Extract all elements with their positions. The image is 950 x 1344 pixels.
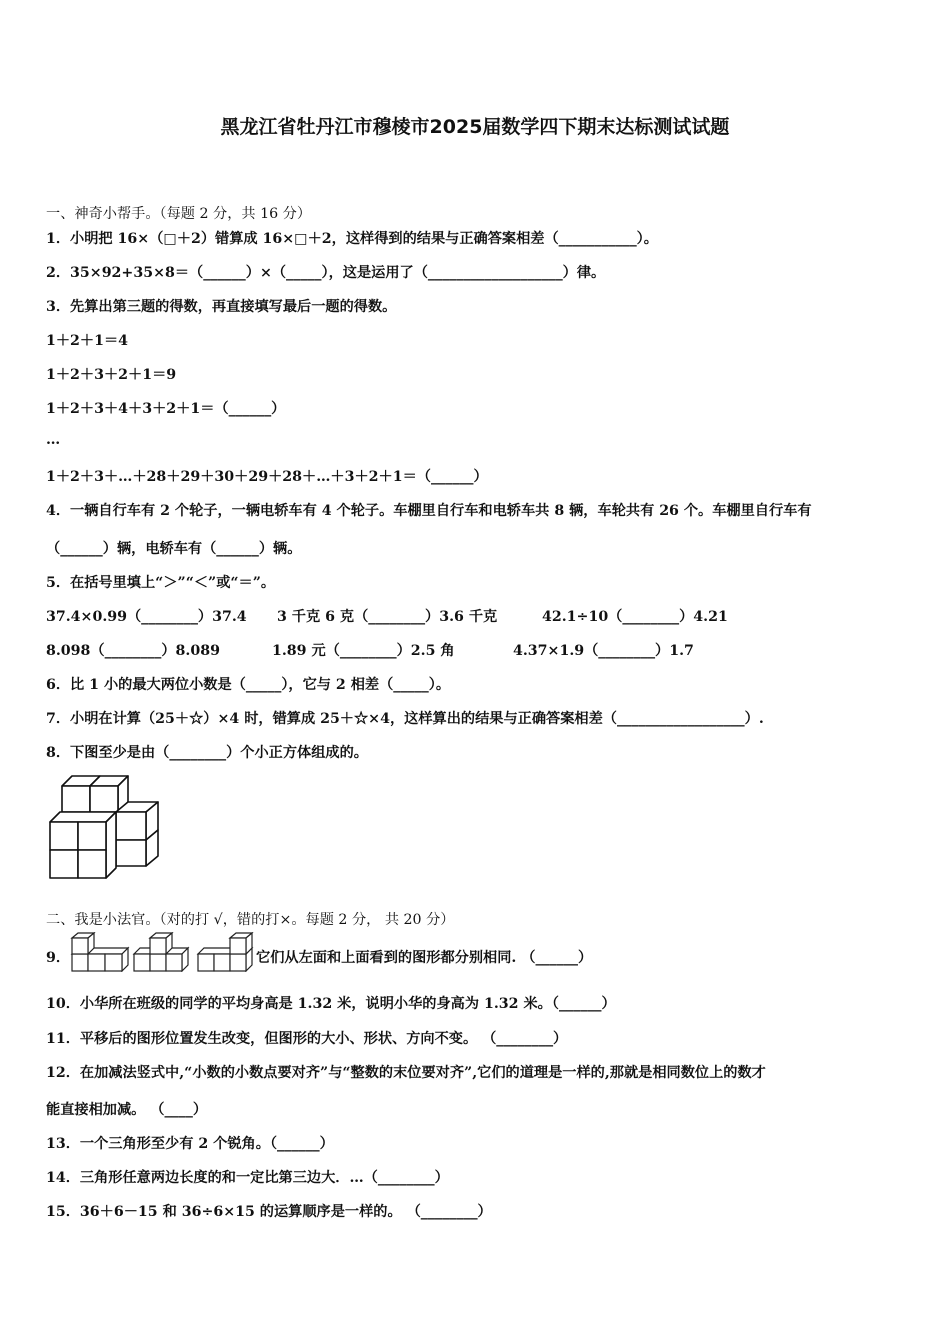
question-10: 10．小华所在班级的同学的平均身高是 1.32 米，说明小华的身高为 1.32 米。（______） <box>46 996 616 1012</box>
question-3-line-2: 1＋2＋3＋2＋1＝9 <box>46 367 177 383</box>
question-2: 2．35×92+35×8＝（______）×（_____），这是运用了（___________________）律。 <box>46 265 606 281</box>
question-9-text: 它们从左面和上面看到的图形都分别相同. （______） <box>256 950 593 966</box>
question-1: 1．小明把 16×（□＋2）错算成 16×□＋2，这样得到的结果与正确答案相差（___________）。 <box>46 231 658 247</box>
question-3-line-1: 1＋2＋1＝4 <box>46 333 129 349</box>
question-3: 3．先算出第三题的得数，再直接填写最后一题的得数。 <box>46 299 397 315</box>
question-12-part-b: 能直接相加减。 （____） <box>46 1102 208 1118</box>
page-title: 黑龙江省牡丹江市穆棱市2025届数学四下期末达标测试试题 <box>220 116 730 138</box>
question-5-row-2-item-1: 8.098（________）8.089 <box>46 643 220 659</box>
question-12-part-a: 12．在加减法竖式中,“小数的小数点要对齐”与“整数的末位要对齐”,它们的道理是一样的,那就是相同数位上的数才 <box>46 1065 766 1081</box>
section2-heading: 二、我是小法官。（对的打 √，错的打×。每题 2 分， 共 20 分） <box>46 912 455 928</box>
section1-heading: 一、神奇小帮手。（每题 2 分，共 16 分） <box>46 206 312 222</box>
question-3-line-5: 1＋2＋3＋…＋28＋29＋30＋29＋28＋…＋3＋2＋1＝（______） <box>46 469 488 485</box>
question-6: 6．比 1 小的最大两位小数是（_____），它与 2 相差（_____）。 <box>46 677 451 693</box>
question-13: 13．一个三角形至少有 2 个锐角。（______） <box>46 1136 334 1152</box>
question-14: 14．三角形任意两边长度的和一定比第三边大．…（________） <box>46 1170 449 1186</box>
cube-stack-figure <box>46 774 162 882</box>
question-5-row-1-item-2: 3 千克 6 克（________）3.6 千克 <box>277 609 498 625</box>
question-5-row-1-item-3: 42.1÷10（________）4.21 <box>542 609 728 625</box>
question-5-row-1-item-1: 37.4×0.99（________）37.4 <box>46 609 247 625</box>
question-5: 5．在括号里填上“＞”“＜”或“＝”。 <box>46 575 276 591</box>
question-9-solids-figure <box>70 932 260 972</box>
question-8: 8．下图至少是由（________）个小正方体组成的。 <box>46 745 368 761</box>
question-15: 15．36＋6－15 和 36÷6×15 的运算顺序是一样的。 （________） <box>46 1204 492 1220</box>
question-5-row-2-item-3: 4.37×1.9（________）1.7 <box>513 643 694 659</box>
question-4-part-a: 4．一辆自行车有 2 个轮子，一辆电轿车有 4 个轮子。车棚里自行车和电轿车共 8 辆，车轮共有 26 个。车棚里自行车有 <box>46 503 812 519</box>
question-5-row-2-item-2: 1.89 元（________）2.5 角 <box>272 643 455 659</box>
question-9-number: 9． <box>46 950 71 966</box>
question-11: 11．平移后的图形位置发生改变，但图形的大小、形状、方向不变。 （________） <box>46 1031 568 1047</box>
question-3-line-3: 1＋2＋3＋4＋3＋2＋1＝（______） <box>46 401 286 417</box>
question-4-part-b: （______）辆，电轿车有（______）辆。 <box>46 541 302 557</box>
question-7: 7．小明在计算（25＋☆）×4 时，错算成 25＋☆×4，这样算出的结果与正确答案相差（__________________）. <box>46 711 764 727</box>
question-3-line-4: … <box>46 432 61 448</box>
